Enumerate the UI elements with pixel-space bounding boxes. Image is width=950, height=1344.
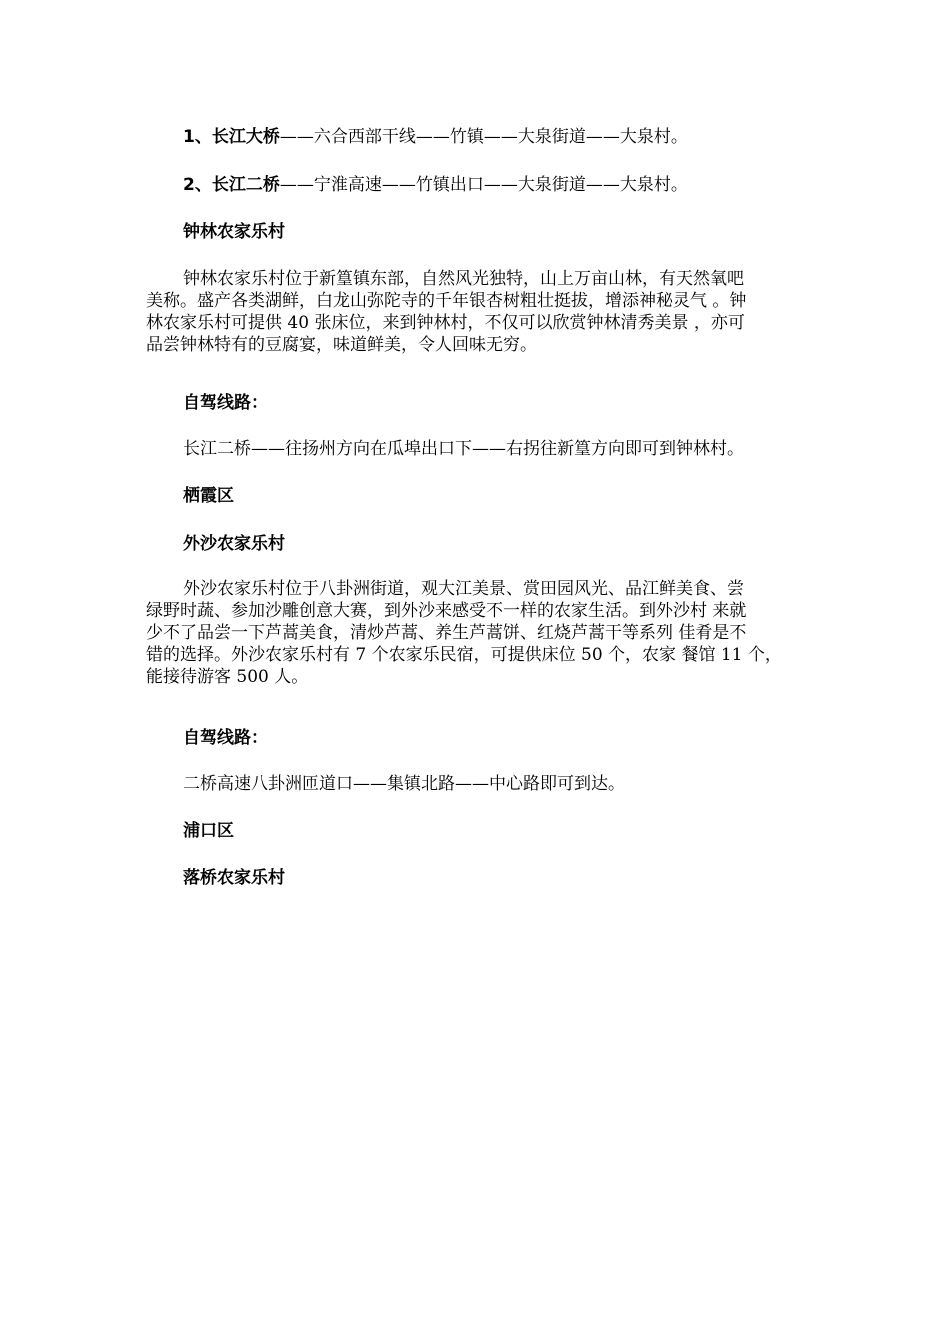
route-heading: 自驾线路： xyxy=(183,393,268,413)
route-prefix: 2、 xyxy=(183,175,212,195)
paragraph-line: 林农家乐村可提供 40 张床位，来到钟林村，不仅可以欣赏钟林清秀美景 ，亦可 xyxy=(146,313,745,333)
district-heading: 浦口区 xyxy=(183,821,234,841)
route-text: 二桥高速八卦洲匝道口——集镇北路——中心路即可到达。 xyxy=(183,774,625,794)
paragraph-line: 绿野时蔬、参加沙雕创意大赛，到外沙来感受不一样的农家生活。到外沙村 来就 xyxy=(146,601,747,621)
district-heading: 栖霞区 xyxy=(183,486,234,506)
paragraph-line: 美称。盛产各类湖鲜，白龙山弥陀寺的千年银杏树粗壮挺拔，增添神秘灵气 。钟 xyxy=(146,291,747,311)
route-line-2 xyxy=(183,174,808,196)
section-title: 外沙农家乐村 xyxy=(183,534,285,554)
paragraph-line: 钟林农家乐村位于新篁镇东部，自然风光独特，山上万亩山林，有天然氧吧 xyxy=(183,269,744,289)
bridge-name: 长江二桥 xyxy=(211,175,280,195)
section-title: 钟林农家乐村 xyxy=(183,222,285,242)
paragraph-line: 品尝钟林特有的豆腐宴，味道鲜美，令人回味无穷。 xyxy=(146,335,537,355)
route-text: 长江二桥——往扬州方向在瓜埠出口下——右拐往新篁方向即可到钟林村。 xyxy=(183,439,744,459)
route-text: ——六合西部干线——竹镇——大泉街道——大泉村。 xyxy=(279,127,688,147)
route-text: ——宁淮高速——竹镇出口——大泉街道——大泉村。 xyxy=(279,175,688,195)
paragraph xyxy=(146,268,808,356)
route-line-1 xyxy=(183,126,808,148)
paragraph-line: 能接待游客 500 人。 xyxy=(146,667,309,687)
route-prefix: 1、 xyxy=(183,127,212,147)
paragraph-line: 错的选择。外沙农家乐村有 7 个农家乐民宿，可提供床位 50 个，农家 餐馆 11 个， xyxy=(146,645,782,665)
section-title: 落桥农家乐村 xyxy=(183,868,285,888)
paragraph xyxy=(146,578,808,688)
paragraph-line: 外沙农家乐村位于八卦洲街道，观大江美景、赏田园风光、品江鲜美食、尝 xyxy=(183,579,744,599)
route-heading: 自驾线路： xyxy=(183,728,268,748)
paragraph-line: 少不了品尝一下芦蒿美食，清炒芦蒿、养生芦蒿饼、红烧芦蒿干等系列 佳肴是不 xyxy=(146,623,747,643)
bridge-name: 长江大桥 xyxy=(211,127,280,147)
